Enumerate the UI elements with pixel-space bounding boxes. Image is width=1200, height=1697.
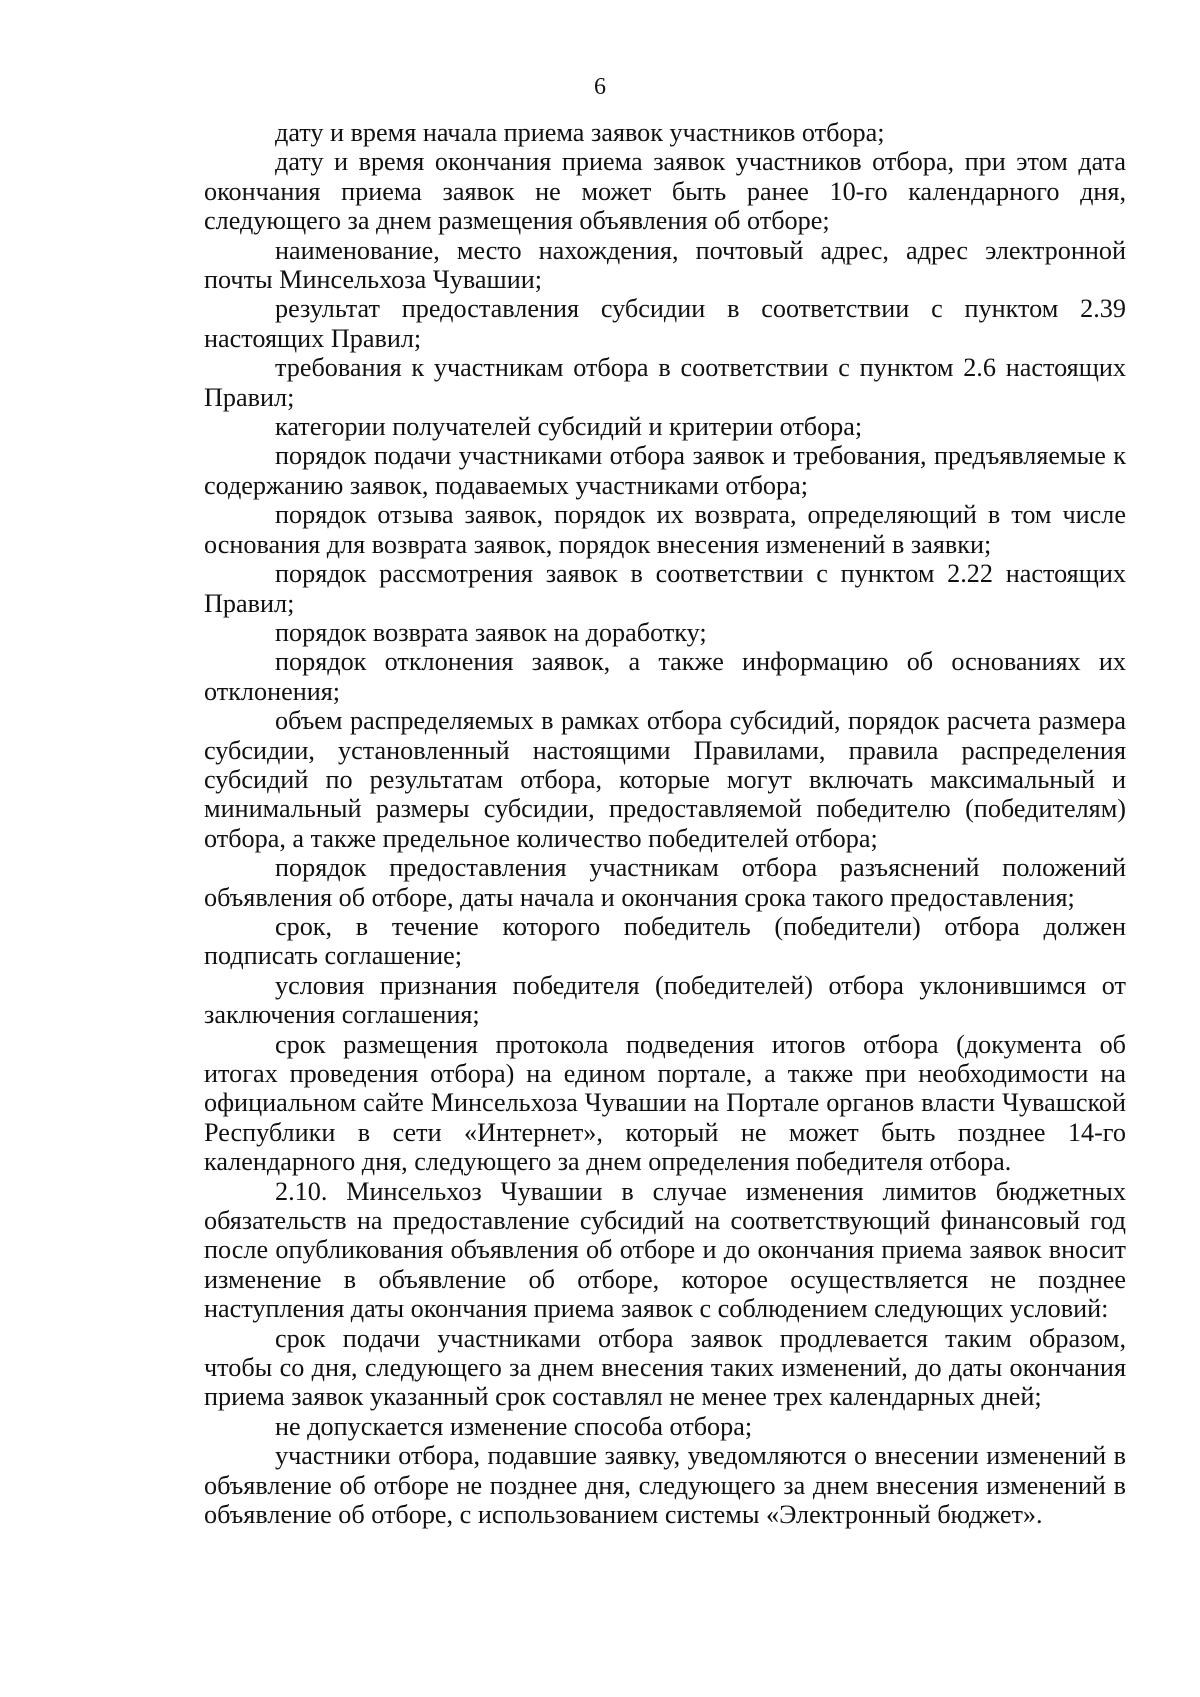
paragraph: срок размещения протокола подведения итогов отбора (документа об итогах проведения отбора) на едином портале, а также при необходимости на официальном сайте Минсельхоза Чувашии на Портале органов власти Чувашской Республики в сети «Интернет», который не может быть позднее 14-го календарного дня, следующего за днем определения победителя отбора.: [204, 1029, 1126, 1177]
page-number: 6: [594, 74, 606, 100]
document-body: [204, 118, 1126, 1530]
paragraph: 2.10. Минсельхоз Чувашии в случае изменения лимитов бюджетных обязательств на предоставление субсидий на соответствующий финансовый год после опубликования объявления об отборе и до окончания приема заявок вносит изменение в объявление об отборе, которое осуществляется не позднее наступления даты окончания приема заявок с соблюдением следующих условий:: [204, 1176, 1126, 1324]
paragraph: порядок рассмотрения заявок в соответствии с пунктом 2.22 настоящих Правил;: [204, 559, 1126, 618]
paragraph: дату и время начала приема заявок участников отбора;: [275, 118, 885, 147]
paragraph: результат предоставления субсидии в соответствии с пунктом 2.39 настоящих Правил;: [204, 294, 1126, 353]
paragraph: порядок отклонения заявок, а также информацию об основаниях их отклонения;: [204, 647, 1126, 706]
paragraph: дату и время окончания приема заявок участников отбора, при этом дата окончания приема заявок не может быть ранее 10-го календарного дня, следующего за днем размещения объявления об отборе;: [204, 147, 1126, 236]
paragraph: срок, в течение которого победитель (победители) отбора должен подписать соглашение;: [204, 911, 1126, 971]
paragraph: порядок предоставления участникам отбора разъяснений положений объявления об отборе, даты начала и окончания срока такого предоставления;: [204, 853, 1126, 912]
paragraph: порядок отзыва заявок, порядок их возврата, определяющий в том числе основания для возврата заявок, порядок внесения изменений в заявки;: [204, 500, 1126, 559]
paragraph: порядок возврата заявок на доработку;: [275, 617, 707, 647]
paragraph: объем распределяемых в рамках отбора субсидий, порядок расчета размера субсидии, установленный настоящими Правилами, правила распределения субсидий по результатам отбора, которые могут включать максимальный и минимальный размеры субсидии, предоставляемой победителю (победителям) отбора, а также предельное количество победителей отбора;: [204, 706, 1126, 853]
paragraph: порядок подачи участниками отбора заявок и требования, предъявляемые к содержанию заявок, подаваемых участниками отбора;: [204, 441, 1126, 500]
paragraph: требования к участникам отбора в соответствии с пунктом 2.6 настоящих Правил;: [204, 353, 1126, 412]
paragraph: не допускается изменение способа отбора;: [275, 1411, 753, 1441]
paragraph: наименование, место нахождения, почтовый адрес, адрес электронной почты Минсельхоза Чувашии;: [204, 235, 1126, 295]
paragraph: участники отбора, подавшие заявку, уведомляются о внесении изменений в объявление об отборе не позднее дня, следующего за днем внесения изменений в объявление об отборе, с использованием системы «Электронный бюджет».: [204, 1441, 1126, 1530]
paragraph: условия признания победителя (победителей) отбора уклонившимся от заключения соглашения;: [204, 970, 1126, 1030]
paragraph: категории получателей субсидий и критерии отбора;: [275, 412, 863, 442]
paragraph: срок подачи участниками отбора заявок продлевается таким образом, чтобы со дня, следующего за днем внесения таких изменений, до даты окончания приема заявок указанный срок составлял не менее трех календарных дней;: [204, 1323, 1126, 1412]
